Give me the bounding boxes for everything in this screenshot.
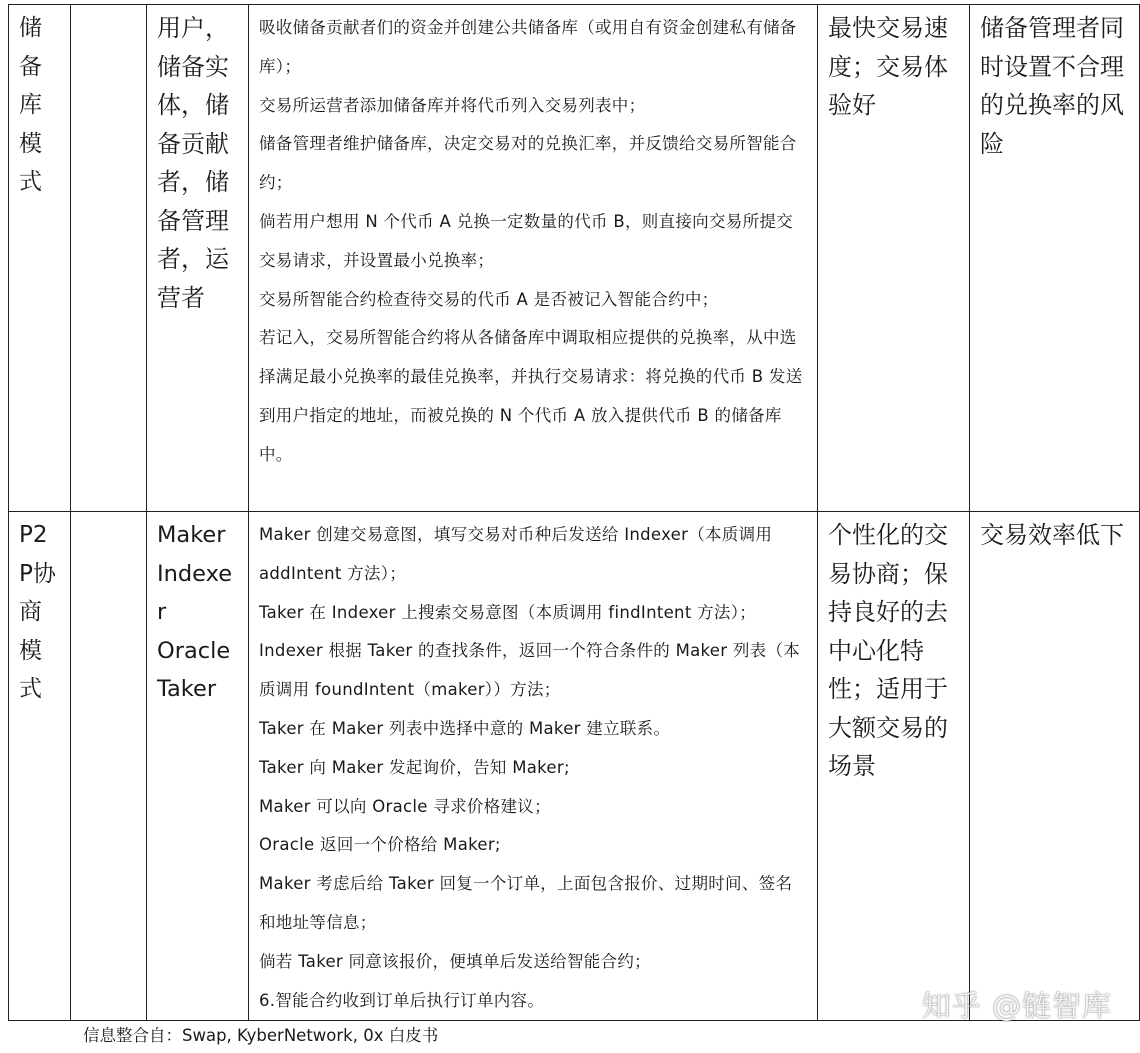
participant-maker: Maker [157,522,226,548]
participants-list [147,512,248,709]
advantages-text: 个性化的交易协商；保持良好的去中心化特性；适用于大额交易的场景 [828,521,948,780]
process-step: 储备管理者维护储备库，决定交易对的兑换汇率，并反馈给交易所智能合约； [259,134,797,193]
process-step: Taker 向 Maker 发起询价，告知 Maker; [259,757,570,777]
table-row-p2p-mode [9,512,1140,1021]
disadvantages-cell [970,512,1140,1021]
process-step: Indexer 根据 Taker 的查找条件，返回一个符合条件的 Maker 列表（本质调用 foundIntent（maker））方法； [259,641,801,700]
process-cell [249,512,818,1021]
process-step: Maker 创建交易意图，填写交易对币种后发送给 Indexer（本质调用 addIntent 方法）； [259,525,773,583]
disadvantages-text: 储备管理者同时设置不合理的兑换率的风险 [980,14,1124,158]
participants-cell [147,512,249,1021]
watermark: 知乎 @链智库 [921,989,1112,1023]
comparison-table [8,4,1140,1021]
table-row-reserve-mode [9,5,1140,512]
disadvantages-cell [970,5,1140,512]
process-step: 倘若用户想用 N 个代币 A 兑换一定数量的代币 B，则直接向交易所提交交易请求，并设置最小兑换率； [259,211,793,270]
source-note: 信息整合自：Swap, KyberNetwork, 0x 白皮书 [83,1026,439,1045]
mode-name: 储备库模式 [19,15,42,195]
mode-name: P2P协商模式 [19,522,56,702]
participants-cell [147,5,249,512]
blank-text [71,512,146,516]
process-step: 交易所智能合约检查待交易的代币 A 是否被记入智能合约中； [259,289,719,309]
blank-text [71,5,146,9]
participant-oracle: Oracle [157,637,231,664]
process-step: 6.智能合约收到订单后执行订单内容。 [259,990,545,1010]
process-step: 若记入，交易所智能合约将从各储备库中调取相应提供的兑换率，从中选择满足最小兑换率的最佳兑换率，并执行交易请求：将兑换的代币 B 发送到用户指定的地址，而被兑换的 N 个代币 A 放入提供代币 B 的储备库中。 [259,328,803,464]
blank-cell [71,5,147,512]
advantages-cell [818,5,970,512]
mode-cell [9,5,71,512]
process-step: Maker 考虑后给 Taker 回复一个订单，上面包含报价、过期时间、签名和地址等信息； [259,874,793,932]
process-cell [249,5,818,512]
process-step: Taker 在 Indexer 上搜索交易意图（本质调用 findIntent 方法）； [259,602,757,622]
process-step: 吸收储备贡献者们的资金并创建公共储备库（或用自有资金创建私有储备库）； [259,18,797,76]
process-step: Taker 在 Maker 列表中选择中意的 Maker 建立联系。 [259,718,671,738]
process-step: 倘若 Taker 同意该报价，便填单后发送给智能合约； [259,951,651,971]
process-steps [249,512,817,1020]
process-step: Maker 可以向 Oracle 寻求价格建议； [259,796,551,816]
process-step: Oracle 返回一个价格给 Maker; [259,835,501,855]
blank-cell [71,512,147,1021]
mode-cell [9,512,71,1021]
participant-taker: Taker [157,676,217,702]
advantages-text: 最快交易速度；交易体验好 [828,14,948,119]
process-step: 交易所运营者添加储备库并将代币列入交易列表中； [259,95,646,115]
participants-text: 用户，储备实体，储备贡献者，储备管理者，运营者 [157,14,229,312]
participant-indexer: Indexer [157,560,233,625]
disadvantages-text: 交易效率低下 [980,521,1124,549]
advantages-cell [818,512,970,1021]
process-steps [249,5,817,475]
